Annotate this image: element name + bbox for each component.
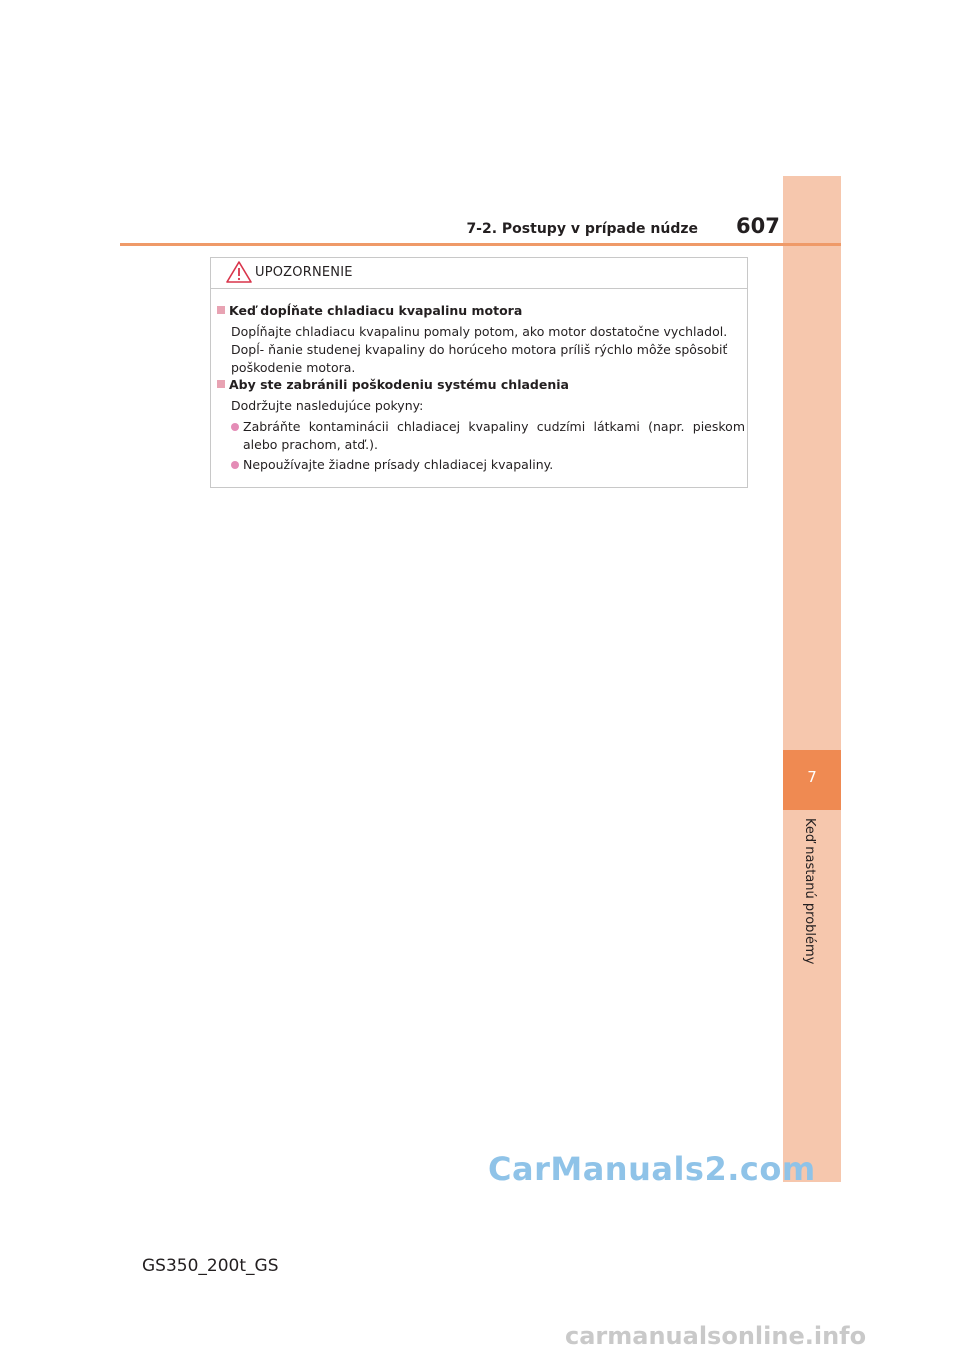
chapter-label: Keď nastanú problémy — [802, 818, 817, 965]
bullet-item: Zabráňte kontaminácii chladiacej kvapaliny cudzími látkami (napr. pieskom alebo prachom, atď.). — [231, 418, 745, 454]
round-bullet-icon — [231, 461, 239, 469]
square-bullet-icon — [217, 306, 225, 314]
section-text: Dopĺňajte chladiacu kvapalinu pomaly potom, ako motor dostatočne vychladol. Dopĺ- ňanie studenej kvapaliny do horúceho motora príliš rýchlo môže spôsobiť poškodenie motora. — [231, 324, 728, 375]
model-code: GS350_200t_GS — [142, 1256, 279, 1276]
bullet-item: Nepoužívajte žiadne prísady chladiacej kvapaliny. — [231, 456, 745, 474]
warning-box-header — [211, 258, 747, 289]
warning-triangle-icon — [226, 260, 252, 284]
warning-box-title: UPOZORNENIE — [255, 265, 353, 280]
warning-box — [210, 257, 748, 488]
watermark-carmanuals2: CarManuals2.com — [488, 1150, 816, 1188]
header-divider — [120, 243, 841, 246]
section-text: Dodržujte nasledujúce pokyny: — [231, 398, 424, 413]
round-bullet-icon — [231, 423, 239, 431]
chapter-number: 7 — [807, 768, 817, 786]
section-heading: Aby ste zabránili poškodeniu systému chladenia — [217, 377, 569, 392]
chapter-side-tab — [783, 176, 841, 1182]
page-number: 607 — [736, 214, 780, 238]
section-title: 7-2. Postupy v prípade núdze — [466, 221, 698, 237]
section-heading: Keď dopĺňate chladiacu kvapalinu motora — [217, 303, 522, 318]
watermark-carmanualsonline: carmanualsonline.info — [565, 1322, 867, 1350]
square-bullet-icon — [217, 380, 225, 388]
